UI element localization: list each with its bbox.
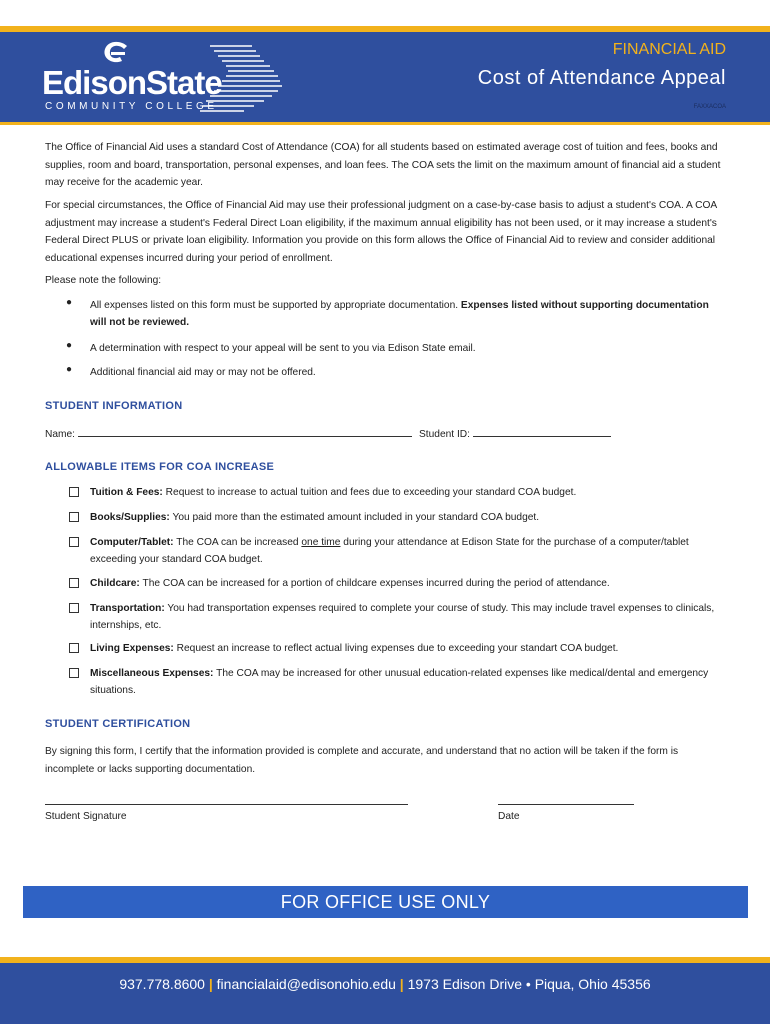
note-heading: Please note the following:	[45, 275, 162, 286]
student-info-heading: STUDENT INFORMATION	[45, 400, 183, 412]
page-title: Cost of Attendance Appeal	[477, 67, 726, 89]
department-label: FINANCIAL AID	[612, 41, 726, 58]
allowable-item-living: Living Expenses: Request an increase to reflect actual living expenses due to exceeding your standart COA budget.	[90, 643, 619, 654]
books-checkbox[interactable]	[69, 512, 79, 522]
allowable-item-books: Books/Supplies: You paid more than the estimated amount included in your standard COA budget.	[90, 512, 540, 523]
logo-stripes-icon	[200, 44, 290, 116]
footer-banner	[0, 963, 770, 1024]
header-bottom-stripe	[0, 122, 770, 125]
tuition-checkbox[interactable]	[69, 487, 79, 497]
certification-heading: STUDENT CERTIFICATION	[45, 718, 191, 730]
living-expenses-checkbox[interactable]	[69, 643, 79, 653]
footer-address: 1973 Edison Drive • Piqua, Ohio 45356	[407, 976, 651, 992]
footer-email[interactable]: financialaid@edisonohio.edu	[216, 976, 396, 992]
allowable-item-computer: Computer/Tablet: The COA can be increased one time during your attendance at Edison State for the purchase of a computer/tablet exceeding your standard COA budget.	[90, 537, 689, 565]
intro-paragraph-2: For special circumstances, the Office of Financial Aid may use their professional judgment on a case-by-case basis to adjust a student's COA. A COA adjustment may increase a student's Federal Direct Loan eligibility, if the maximum annual eligibility has not been used, or it may increase a student's Federal Direct PLUS or private loan eligibility. Information you provide on this form allows the Office of Financial Aid to review and consider additional educational expenses incurred during your period of enrollment.	[45, 200, 717, 264]
footer-contact	[0, 976, 770, 992]
student-id-field[interactable]	[419, 425, 611, 440]
footer-separator: |	[399, 976, 404, 992]
logo-subtitle: COMMUNITY COLLEGE	[45, 101, 218, 112]
miscellaneous-checkbox[interactable]	[69, 668, 79, 678]
bullet-icon: ●	[66, 364, 73, 375]
bullet-item: All expenses listed on this form must be supported by appropriate documentation. Expenses listed without supporting documentation will not be reviewed.	[90, 300, 709, 328]
logo-wordmark: EdisonState	[42, 64, 222, 101]
bullet-icon: ●	[66, 340, 73, 351]
signature-line[interactable]	[45, 804, 408, 805]
allowable-item-transportation: Transportation: You had transportation expenses required to complete your course of study. This may include travel expenses to clinicals, internships, etc.	[90, 603, 715, 631]
signature-label: Student Signature	[45, 811, 127, 822]
transportation-checkbox[interactable]	[69, 603, 79, 613]
name-label: Name:	[45, 429, 76, 440]
childcare-checkbox[interactable]	[69, 578, 79, 588]
student-id-input-line[interactable]	[473, 425, 611, 437]
computer-checkbox[interactable]	[69, 537, 79, 547]
office-use-label: FOR OFFICE USE ONLY	[280, 892, 491, 912]
name-field[interactable]	[45, 425, 412, 440]
bullet-item: Additional financial aid may or may not be offered.	[90, 367, 316, 378]
allowable-item-childcare: Childcare: The COA can be increased for a portion of childcare expenses incurred during the period of attendance.	[90, 578, 610, 589]
certification-text: By signing this form, I certify that the information provided is complete and accurate, and understand that no action will be taken if the form is incomplete or lacks supporting documentation.	[45, 746, 679, 775]
name-input-line[interactable]	[78, 425, 412, 437]
allowable-item-miscellaneous: Miscellaneous Expenses: The COA may be increased for other unusual education-related expenses like medical/dental and emergency situations.	[90, 668, 709, 696]
allowable-items-heading: ALLOWABLE ITEMS FOR COA INCREASE	[45, 461, 275, 473]
footer-separator: |	[208, 976, 213, 992]
bullet-icon: ●	[66, 297, 73, 308]
student-id-label: Student ID:	[419, 429, 470, 440]
footer-phone: 937.778.8600	[119, 976, 205, 992]
bullet-item: A determination with respect to your appeal will be sent to you via Edison State email.	[90, 343, 476, 354]
date-label: Date	[498, 811, 520, 822]
form-code: FAXXACOA	[693, 104, 726, 110]
date-line[interactable]	[498, 804, 634, 805]
intro-paragraph-1: The Office of Financial Aid uses a standard Cost of Attendance (COA) for all students based on estimated average cost of tuition and fees, books and supplies, room and board, transportation, personal expenses, and loan fees. The COA sets the limit on the maximum amount of financial aid a student may receive for the academic year.	[45, 142, 721, 188]
allowable-item-tuition: Tuition & Fees: Request to increase to actual tuition and fees due to exceeding your standard COA budget.	[90, 487, 577, 498]
